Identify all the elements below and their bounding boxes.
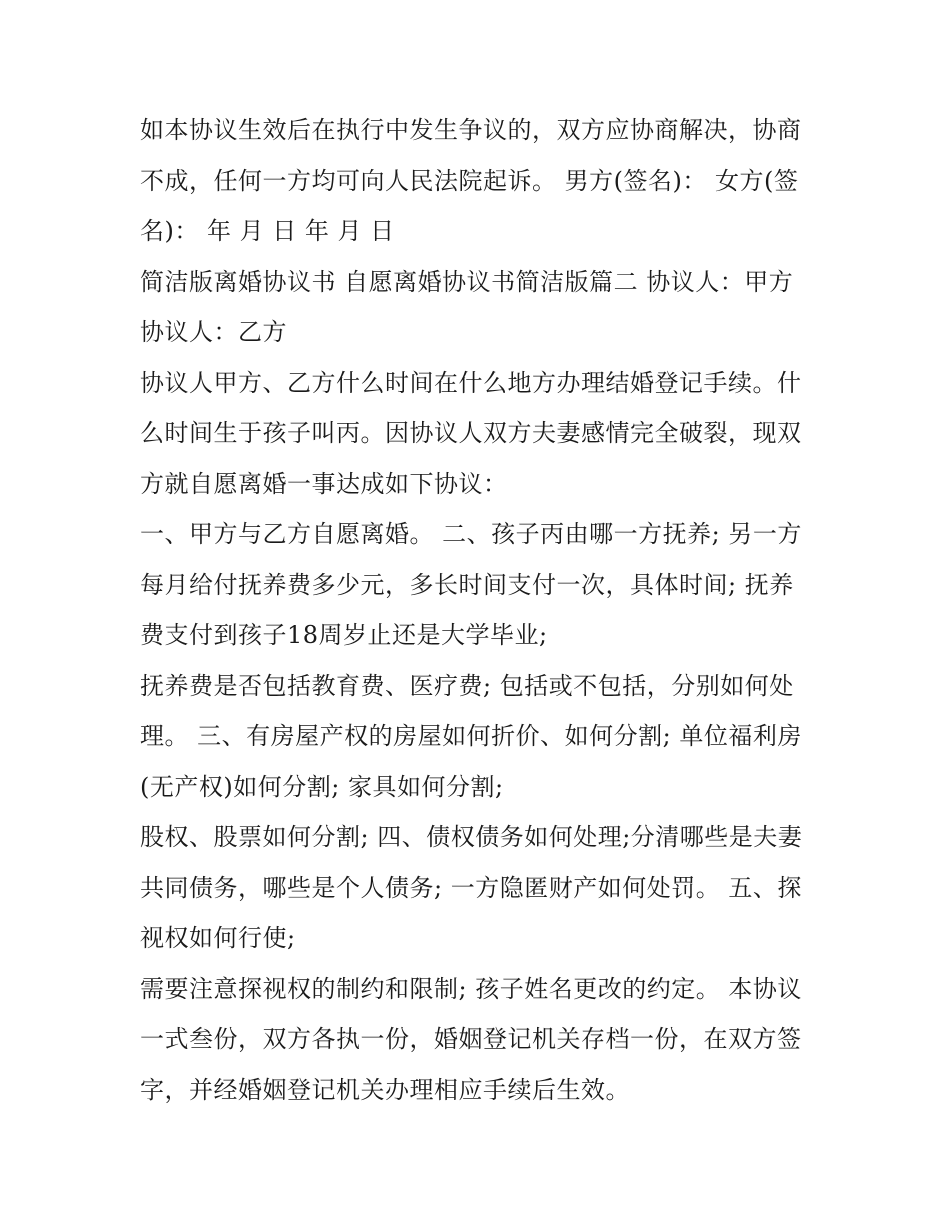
paragraph-agreement-title: 简洁版离婚协议书 自愿离婚协议书简洁版篇二 协议人：甲方 协议人：乙方 xyxy=(140,267,794,346)
paragraph-parties: 协议人甲方、乙方什么时间在什么地方办理结婚登记手续。什么时间生于孩子叫丙。因协议人双方夫妻感情完全破裂，现双方就自愿离婚一事达成如下协议： xyxy=(140,368,802,498)
paragraph-clause-visitation: 需要注意探视权的制约和限制; 孩子姓名更改的约定。 本协议一式叁份，双方各执一份，婚姻登记机关存档一份，在双方签字，并经婚姻登记机关办理相应手续后生效。 xyxy=(140,974,802,1104)
paragraph-clause-property: 抚养费是否包括教育费、医疗费; 包括或不包括，分别如何处理。 三、有房屋产权的房屋如何折价、如何分割; 单位福利房(无产权)如何分割; 家具如何分割; xyxy=(140,671,802,801)
paragraph-dispute-resolution: 如本协议生效后在执行中发生争议的，双方应协商解决，协商不成，任何一方均可向人民法院起诉。 男方(签名)： 女方(签名)： 年 月 日 年 月 日 xyxy=(140,116,802,245)
paragraph-clause-debts: 股权、股票如何分割; 四、债权债务如何处理;分清哪些是夫妻共同债务，哪些是个人债务; 一方隐匿财产如何处罚。 五、探视权如何行使; xyxy=(140,823,803,952)
document-body xyxy=(140,105,812,1115)
paragraph-clause-child-support: 一、甲方与乙方自愿离婚。 二、孩子丙由哪一方抚养; 另一方每月给付抚养费多少元，多长时间支付一次，具体时间; 抚养费支付到孩子18周岁止还是大学毕业; xyxy=(140,520,802,649)
